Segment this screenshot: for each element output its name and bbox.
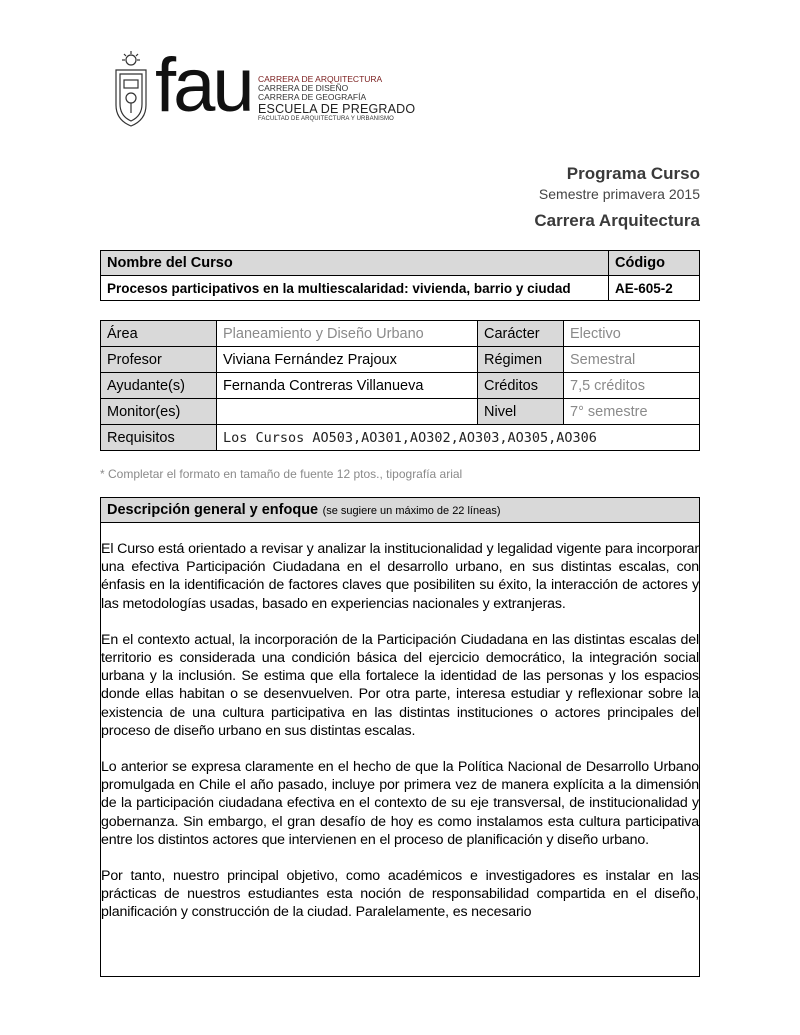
ayudante-value: Fernanda Contreras Villanueva (217, 373, 478, 399)
profesor-label: Profesor (101, 347, 217, 373)
requisitos-value: Los Cursos AO503,AO301,AO302,AO303,AO305,AO306 (217, 425, 700, 451)
caracter-label: Carácter (478, 321, 564, 347)
course-name: Procesos participativos en la multiescalaridad: vivienda, barrio y ciudad (101, 276, 609, 301)
logo-careers (258, 75, 415, 122)
course-name-header: Nombre del Curso (101, 251, 609, 276)
description-subtitle: (se sugiere un máximo de 22 líneas) (322, 505, 501, 517)
description-paragraph: En el contexto actual, la incorporación de la Participación Ciudadana en las distintas escalas del territorio es considerada una condición básica del ejercicio democrático, la integración social urbana y la inclusión. Se estima que ella fortalece la identidad de las personas y los espacios donde ellas habitan o se desenvuelven. Por otra parte, interesa estudiar y reflexionar sobre la existencia de una cultura participativa en las distintas instituciones o actores principales del proceso de diseño urbano en sus distintas escalas. (101, 631, 699, 739)
description-body (101, 523, 699, 922)
monitor-value (217, 399, 478, 425)
program-title: Programa Curso (566, 164, 700, 183)
course-code: AE-605-2 (609, 276, 700, 301)
university-seal-icon (110, 50, 152, 128)
area-value: Planeamiento y Diseño Urbano (217, 321, 478, 347)
caracter-value: Electivo (564, 321, 700, 347)
career-design: CARRERA DE DISEÑO (258, 83, 349, 93)
profesor-value: Viviana Fernández Prajoux (217, 347, 478, 373)
description-section (100, 497, 700, 977)
faculty-name: FACULTAD DE ARQUITECTURA Y URBANISMO (258, 116, 394, 122)
semester-label: Semestre primavera 2015 (538, 186, 700, 202)
format-note: * Completar el formato en tamaño de fuente 12 ptos., tipografía arial (100, 467, 463, 481)
monitor-label: Monitor(es) (101, 399, 217, 425)
career-title: Carrera Arquitectura (534, 211, 700, 230)
course-code-header: Código (609, 251, 700, 276)
regimen-label: Régimen (478, 347, 564, 373)
nivel-label: Nivel (478, 399, 564, 425)
regimen-value: Semestral (564, 347, 700, 373)
ayudante-label: Ayudante(s) (101, 373, 217, 399)
course-table (100, 250, 700, 301)
description-paragraph: El Curso está orientado a revisar y analizar la institucionalidad y legalidad vigente para incorporar una efectiva Participación Ciudadana en el desarrollo urbano, en sus distintas escalas, con énfasis en la identificación de factores claves que posibiliten su éxito, la interacción de actores y las metodologías usadas, basado en experiencias nacionales y extranjeras. (101, 541, 699, 612)
school-name: ESCUELA DE PREGRADO (258, 102, 416, 116)
career-architecture: CARRERA DE ARQUITECTURA (258, 74, 383, 84)
course-info-table (100, 320, 700, 451)
area-label: Área (101, 321, 217, 347)
creditos-label: Créditos (478, 373, 564, 399)
description-paragraph: Lo anterior se expresa claramente en el hecho de que la Política Nacional de Desarrollo Urbano promulgada en Chile el año pasado, incluye por primera vez de manera explícita a la dimensión de la participación ciudadana efectiva en el contexto de su eje transversal, de institucionalidad y gobernanza. Sin embargo, el gran desafío de hoy es como instalamos esta cultura participativa entre los distintos actores que intervienen en el proceso de planificación y diseño urbano. (101, 759, 699, 848)
description-paragraph: Por tanto, nuestro principal objetivo, como académicos e investigadores es instalar en las prácticas de nuestros estudiantes esta noción de responsabilidad compartida en el diseño, planificación y construcción de la ciudad. Paralelamente, es necesario (101, 868, 699, 921)
description-title: Descripción general y enfoque (107, 502, 319, 518)
fau-logo: fau (155, 43, 252, 128)
description-header (101, 498, 699, 523)
nivel-value: 7° semestre (564, 399, 700, 425)
career-geography: CARRERA DE GEOGRAFÍA (258, 92, 367, 102)
creditos-value: 7,5 créditos (564, 373, 700, 399)
requisitos-label: Requisitos (101, 425, 217, 451)
